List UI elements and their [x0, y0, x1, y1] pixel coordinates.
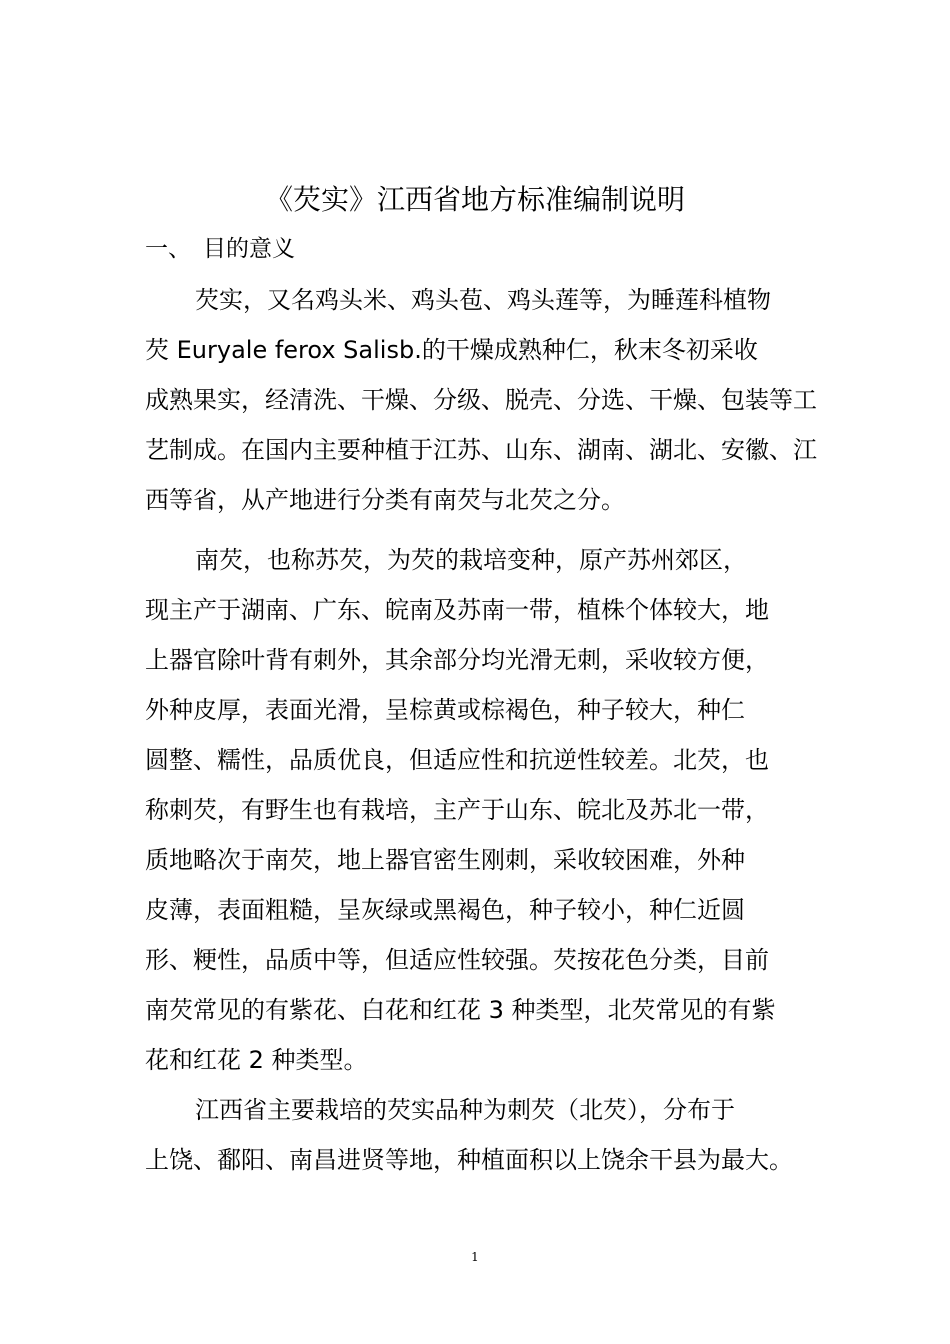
- paragraph-line: 圆整、糯性，品质优良，但适应性和抗逆性较差。北芡，也: [145, 746, 769, 774]
- paragraph-line: 南芡常见的有紫花、白花和红花 3 种类型，北芡常见的有紫: [145, 996, 776, 1024]
- paragraph-line: 形、粳性，品质中等，但适应性较强。芡按花色分类，目前: [145, 946, 769, 974]
- paragraph-line: 西等省，从产地进行分类有南芡与北芡之分。: [145, 486, 625, 514]
- paragraph-line: 南芡，也称苏芡，为芡的栽培变种，原产苏州郊区，: [195, 546, 747, 574]
- paragraph-line: 芡实，又名鸡头米、鸡头苞、鸡头莲等，为睡莲科植物: [195, 286, 771, 314]
- paragraph-line: 外种皮厚，表面光滑，呈棕黄或棕褐色，种子较大，种仁: [145, 696, 745, 724]
- paragraph-line: 称刺芡，有野生也有栽培，主产于山东、皖北及苏北一带，: [145, 796, 769, 824]
- paragraph-line: 现主产于湖南、广东、皖南及苏南一带，植株个体较大，地: [145, 596, 769, 624]
- paragraph-line: 艺制成。在国内主要种植于江苏、山东、湖南、湖北、安徽、江: [145, 436, 817, 464]
- paragraph-2: [145, 535, 815, 1085]
- paragraph-line: 质地略次于南芡，地上器官密生刚刺，采收较困难，外种: [145, 846, 745, 874]
- section-number: 一、: [145, 236, 191, 262]
- paragraph-line: 上器官除叶背有刺外，其余部分均光滑无刺，采收较方便，: [145, 646, 769, 674]
- page-number: 1: [471, 1250, 479, 1264]
- paragraph-line: 芡 Euryale ferox Salisb.的干燥成熟种仁，秋末冬初采收: [145, 336, 758, 364]
- section-title: 目的意义: [203, 236, 295, 262]
- paragraph-line: 皮薄，表面粗糙，呈灰绿或黑褐色，种子较小，种仁近圆: [145, 896, 745, 924]
- paragraph-1: [145, 275, 815, 525]
- paragraph-line: 上饶、鄱阳、南昌进贤等地，种植面积以上饶余干县为最大。: [145, 1146, 793, 1174]
- section-heading: [145, 232, 295, 266]
- paragraph-line: 花和红花 2 种类型。: [145, 1046, 368, 1074]
- document-title: 《芡实》江西省地方标准编制说明: [264, 183, 685, 216]
- paragraph-line: 成熟果实，经清洗、干燥、分级、脱壳、分选、干燥、包装等工: [145, 386, 817, 414]
- paragraph-3: [145, 1085, 815, 1185]
- paragraph-line: 江西省主要栽培的芡实品种为刺芡（北芡），分布于: [195, 1096, 735, 1124]
